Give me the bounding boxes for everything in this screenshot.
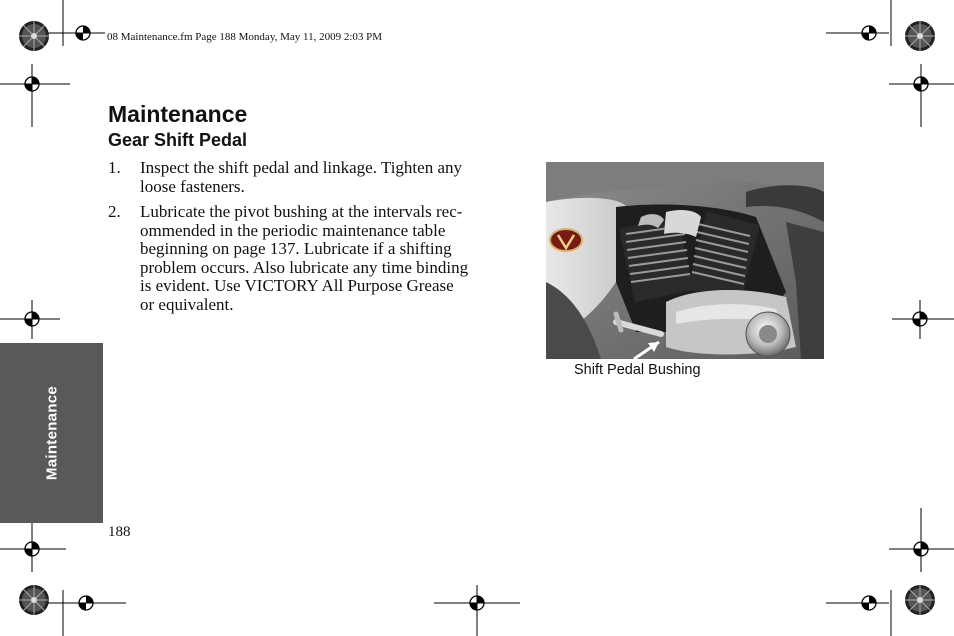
- subsection-title: Gear Shift Pedal: [108, 130, 248, 150]
- step-item: [108, 159, 518, 196]
- steps-list: [108, 159, 518, 321]
- side-tab-label: Maintenance: [43, 385, 60, 481]
- side-tab: [0, 343, 103, 523]
- step-text: Inspect the shift pedal and linkage. Tighten any loose fasteners.: [140, 158, 462, 196]
- figure-caption: Shift Pedal Bushing: [574, 362, 701, 378]
- step-number: 1.: [108, 158, 121, 177]
- page-number: 188: [108, 524, 131, 540]
- file-info-header: 08 Maintenance.fm Page 188 Monday, May 11, 2009 2:03 PM: [107, 31, 383, 43]
- section-title: Maintenance: [108, 101, 248, 127]
- engine-photo: [546, 162, 824, 359]
- step-number: 2.: [108, 202, 121, 221]
- step-text: Lubricate the pivot bushing at the intervals rec- ommended in the periodic maintenance table beginning on page 137. Lubricate if a shifting problem occurs. Also lubricate any time binding is evident. Use VICTORY All Purpose Grease or equivalent.: [140, 202, 469, 314]
- step-item: [108, 203, 518, 314]
